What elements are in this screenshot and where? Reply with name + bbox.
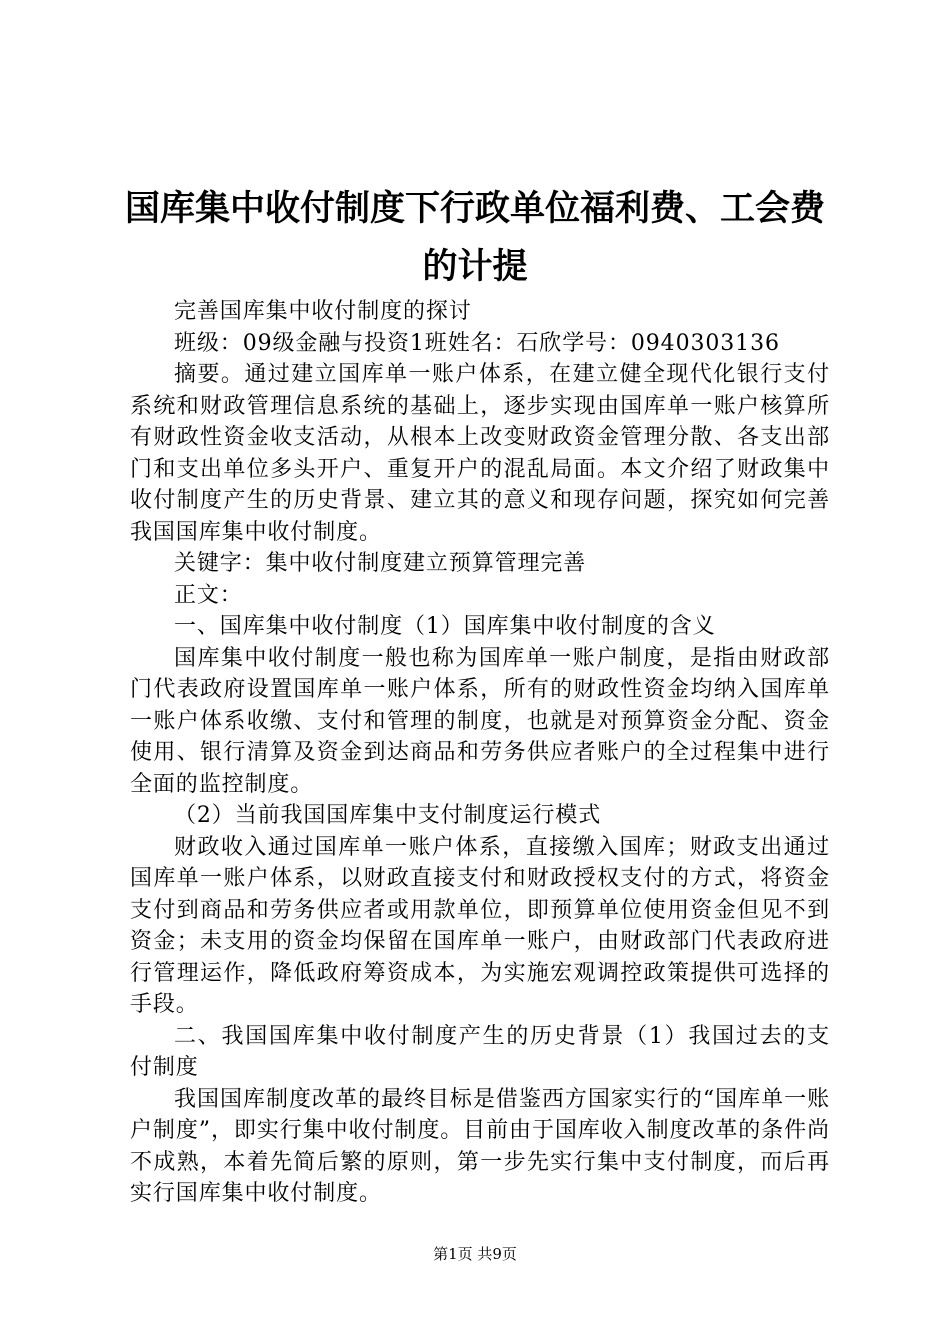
document-body: [130, 296, 830, 1210]
document-title-continued: 的计提: [422, 247, 528, 287]
section-heading: 二、我国国库集中收付制度产生的历史背景（1）我国过去的支付制度: [130, 1023, 830, 1080]
page-footer: 第1页 共9页: [433, 1245, 517, 1263]
author-info-paragraph: 班级：09级金融与投资1班姓名：石欣学号：0940303136: [174, 330, 780, 356]
section-heading: 一、国库集中收付制度（1）国库集中收付制度的含义: [174, 614, 716, 639]
body-heading: 正文：: [174, 582, 243, 608]
subtitle-paragraph: 完善国库集中收付制度的探讨: [174, 299, 472, 324]
section-heading: （2）当前我国国库集中支付制度运行模式: [174, 803, 602, 828]
body-paragraph: 财政收入通过国库单一账户体系，直接缴入国库；财政支出通过国库单一账户体系，以财政直接支付和财政授权支付的方式，将资金支付到商品和劳务供应者或用款单位，即预算单位使用资金但见不到资金；未支用的资金均保留在国库单一账户，由财政部门代表政府进行管理运作，降低政府筹资成本，为实施宏观调控政策提供可选择的手段。: [130, 834, 830, 1017]
keywords-paragraph: 关键字：集中收付制度建立预算管理完善: [174, 551, 587, 576]
abstract-paragraph: 摘要。通过建立国库单一账户体系，在建立健全现代化银行支付系统和财政管理信息系统的基础上，逐步实现由国库单一账户核算所有财政性资金收支活动，从根本上改变财政资金管理分散、各支出部门和支出单位多头开户、重复开户的混乱局面。本文介绍了财政集中收付制度产生的历史背景、建立其的意义和现存问题，探究如何完善我国国库集中收付制度。: [130, 362, 830, 545]
body-paragraph: 我国国库制度改革的最终目标是借鉴西方国家实行的“国库单一账户制度”，即实行集中收付制度。目前由于国库收入制度改革的条件尚不成熟，本着先简后繁的原则，第一步先实行集中支付制度，而后再实行国库集中收付制度。: [130, 1086, 830, 1206]
document-title: 国库集中收付制度下行政单位福利费、工会费: [124, 189, 825, 229]
body-paragraph: 国库集中收付制度一般也称为国库单一账户制度，是指由财政部门代表政府设置国库单一账户体系，所有的财政性资金均纳入国库单一账户体系收缴、支付和管理的制度，也就是对预算资金分配、资金使用、银行清算及资金到达商品和劳务供应者账户的全过程集中进行全面的监控制度。: [130, 645, 830, 797]
